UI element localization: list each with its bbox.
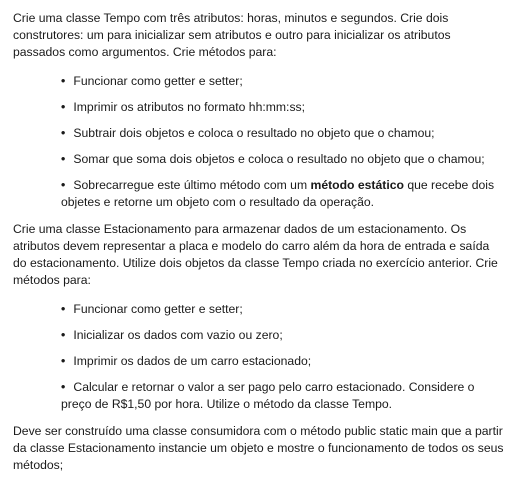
list-item-text: Calcular e retornar o valor a ser pago pelo carro estacionado. Considere o preço de R$1,50 por hora. Utilize o método da classe Tempo.	[61, 380, 475, 411]
list-item-text: Imprimir os atributos no formato hh:mm:ss;	[73, 100, 306, 114]
bullet-icon: •	[61, 100, 66, 114]
bullet-icon: •	[61, 178, 66, 192]
list-item	[61, 327, 505, 344]
bullet-icon: •	[61, 152, 66, 166]
paragraph-estacionamento-intro: Crie uma classe Estacionamento para armazenar dados de um estacionamento. Os atributos devem representar a placa e modelo do carro além da hora de entrada e saída do estacionamento. Utilize dois objetos da classe Tempo criada no exercício anterior. Crie métodos para:	[13, 222, 498, 287]
estacionamento-methods-list	[13, 301, 505, 413]
list-item-text: Inicializar os dados com vazio ou zero;	[73, 328, 283, 342]
bullet-icon: •	[61, 74, 66, 88]
tempo-methods-list	[13, 73, 505, 211]
paragraph-consumer-class: Deve ser construído uma classe consumidora com o método public static main que a partir da classe Estacionamento instancie um objeto e mostre o funcionamento de todos os seus métodos;	[13, 424, 504, 472]
list-item	[61, 151, 505, 168]
list-item	[61, 353, 505, 370]
list-item	[61, 379, 505, 413]
list-item	[61, 125, 505, 142]
bullet-icon: •	[61, 302, 66, 316]
bullet-icon: •	[61, 126, 66, 140]
list-item-text: Funcionar como getter e setter;	[73, 74, 243, 88]
list-item	[61, 177, 505, 211]
list-item-text-bold: método estático	[310, 178, 404, 192]
bullet-icon: •	[61, 380, 66, 394]
list-item-text-before: Sobrecarregue este último método com um	[73, 178, 311, 192]
list-item-text-after: que recebe dois objetes e retorne um objeto com o resultado da operação.	[61, 178, 495, 209]
list-item-text: Somar que soma dois objetos e coloca o resultado no objeto que o chamou;	[73, 152, 485, 166]
list-item-text: Imprimir os dados de um carro estacionado;	[73, 354, 312, 368]
bullet-icon: •	[61, 328, 66, 342]
list-item-text: Funcionar como getter e setter;	[73, 302, 243, 316]
list-item	[61, 301, 505, 318]
bullet-icon: •	[61, 354, 66, 368]
list-item-text: Subtrair dois objetos e coloca o resultado no objeto que o chamou;	[73, 126, 435, 140]
list-item	[61, 99, 505, 116]
list-item	[61, 73, 505, 90]
paragraph-tempo-intro: Crie uma classe Tempo com três atributos: horas, minutos e segundos. Crie dois construtores: um para inicializar sem atributos e outro para inicializar os atributos passados como argumentos. Crie métodos para:	[13, 11, 451, 59]
